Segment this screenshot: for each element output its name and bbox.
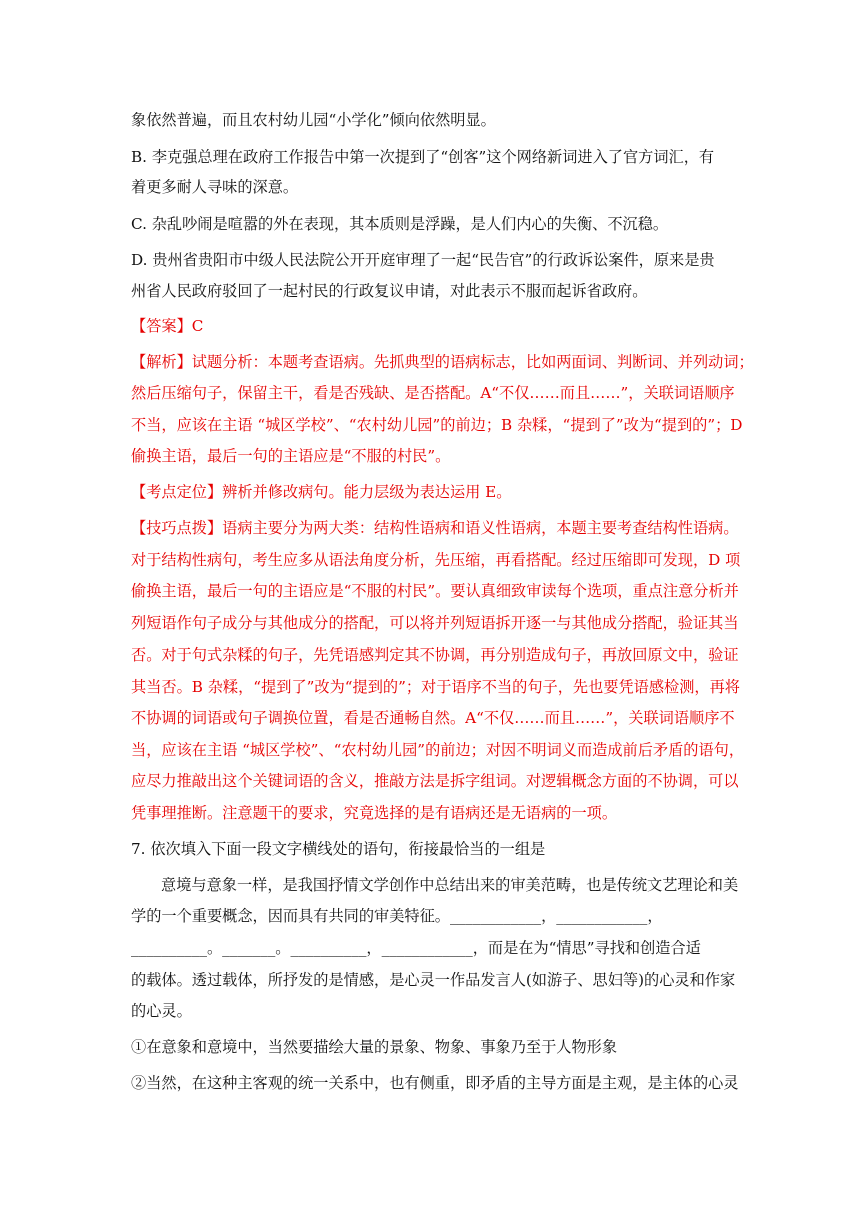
text-line: 着更多耐人寻味的深意。	[131, 178, 299, 196]
text-line: 否。对于句式杂糅的句子，先凭语感判定其不协调，再分别造成句子，再放回原文中，验证	[131, 646, 739, 664]
text-line: 不协调的词语或句子调换位置，看是否通畅自然。A“不仅……而且……”，关联词语顺序不	[131, 709, 735, 727]
text-line: D. 贵州省贵阳市中级人民法院公开开庭审理了一起“民告官”的行政诉讼案件，原来是贵	[131, 251, 715, 269]
text-line: ①在意象和意境中，当然要描绘大量的景象、物象、事象乃至于人物形象	[131, 1038, 617, 1056]
text-line: 象依然普遍，而且农村幼儿园“小学化”倾向依然明显。	[131, 111, 496, 129]
text-line: 【答案】C	[131, 317, 204, 335]
text-line: B. 李克强总理在政府工作报告中第一次提到了“创客”这个网络新词进入了官方词汇，有	[131, 148, 715, 166]
text-line: 偷换主语，最后一句的主语应是“不服的村民”。要认真细致审读每个选项，重点注意分析并	[131, 582, 739, 600]
text-line: 偷换主语，最后一句的主语应是“不服的村民”。	[131, 447, 451, 465]
text-line: 意境与意象一样，是我国抒情文学创作中总结出来的审美范畴，也是传统文艺理论和美	[161, 876, 739, 894]
text-line: 的载体。透过载体，所抒发的是情感，是心灵一作品发言人(如游子、思妇等)的心灵和作家	[131, 971, 736, 989]
text-line: 不当，应该在主语 “城区学校”、“农村幼儿园”的前边；B 杂糅，“提到了”改为“提到的”；D	[131, 416, 743, 434]
text-line: 当，应该在主语 “城区学校”、“农村幼儿园”的前边；对因不明词义而造成前后矛盾的语句，	[131, 741, 745, 759]
text-line: 列短语作句子成分与其他成分的搭配，可以将并列短语拆开逐一与其他成分搭配，验证其当	[131, 614, 739, 632]
text-line: 其当否。B 杂糅，“提到了”改为“提到的”；对于语序不当的句子，先也要凭语感检测，再将	[131, 678, 740, 696]
text-line: 州省人民政府驳回了一起村民的行政复议申请，对此表示不服而起诉省政府。	[131, 282, 648, 300]
text-line: 学的一个重要概念，因而具有共同的审美特征。____________，____________，	[131, 907, 663, 925]
text-line: ②当然，在这种主客观的统一关系中，也有侧重，即矛盾的主导方面是主观，是主体的心灵	[131, 1074, 739, 1092]
text-line: 对于结构性病句，考生应多从语法角度分析，先压缩，再看搭配。经过压缩即可发现，D 项	[131, 551, 741, 569]
text-line: 凭事理推断。注意题干的要求，究竟选择的是有语病还是无语病的一项。	[131, 804, 617, 822]
text-line: 然后压缩句子，保留主干，看是否残缺、是否搭配。A“不仅……而且……”，关联词语顺序	[131, 384, 735, 402]
text-line: 应尽力推敲出这个关键词语的含义，推敲方法是拆字组词。对逻辑概念方面的不协调，可以	[131, 772, 739, 790]
text-line: 的心灵。	[131, 1002, 192, 1020]
text-line: 7. 依次填入下面一段文字横线处的语句，衔接最恰当的一组是	[131, 840, 546, 858]
text-line: 【解析】试题分析：本题考查语病。先抓典型的语病标志，比如两面词、判断词、并列动词；	[131, 353, 754, 371]
text-line: __________。_______。__________，____________，而是在为“情思”寻找和创造合适	[131, 939, 701, 957]
text-line: 【技巧点拨】语病主要分为两大类：结构性语病和语义性语病，本题主要考查结构性语病。	[131, 519, 739, 537]
text-line: C. 杂乱吵闹是喧嚣的外在表现，其本质则是浮躁，是人们内心的失衡、不沉稳。	[131, 215, 669, 233]
text-line: 【考点定位】辨析并修改病句。能力层级为表达运用 E。	[131, 483, 512, 501]
